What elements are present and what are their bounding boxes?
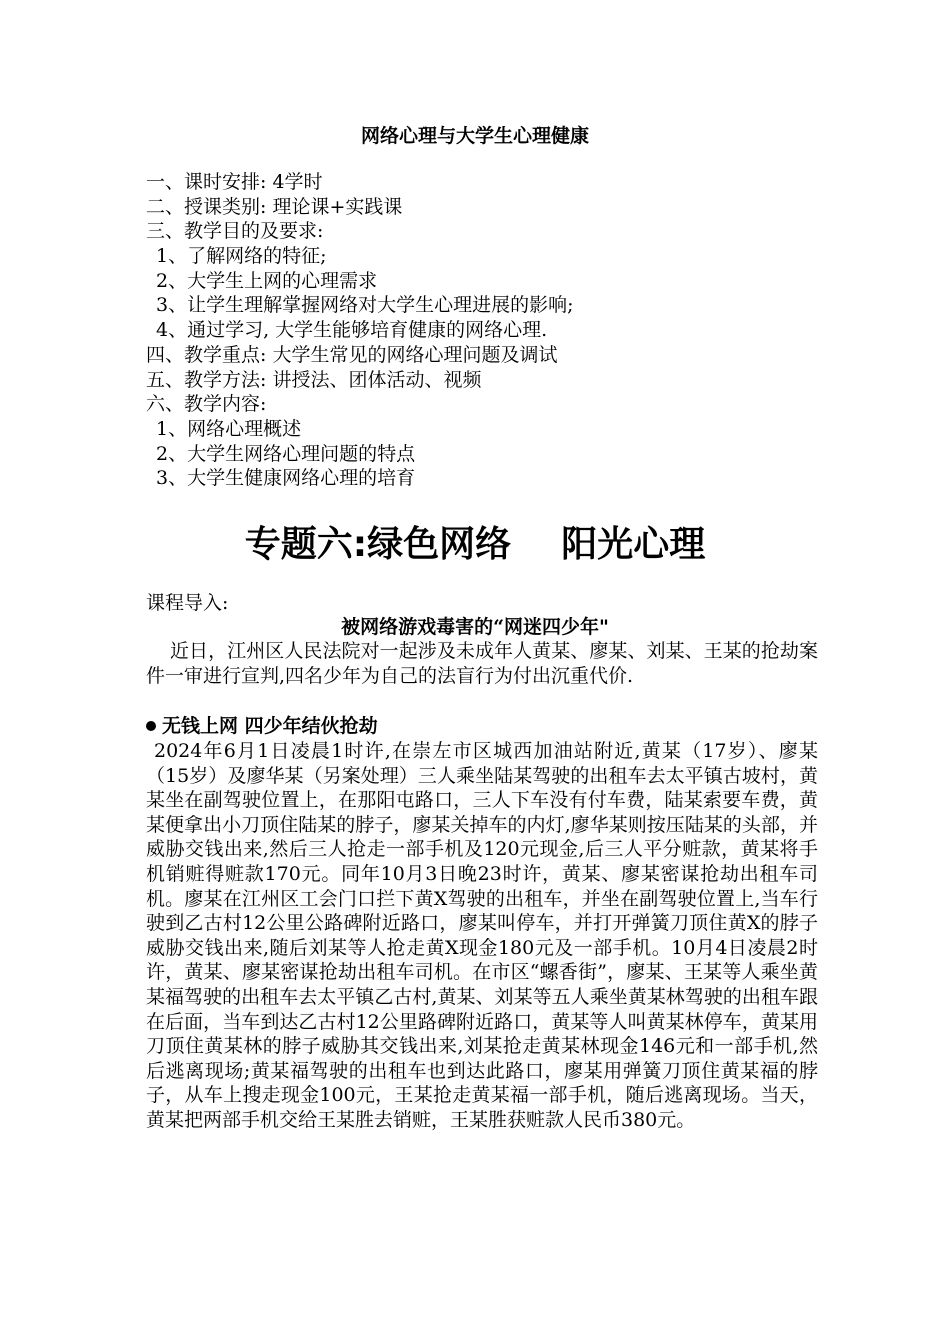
intro-label: 课程导入: <box>146 592 229 614</box>
outline-line-content-1: 1、网络心理概述 <box>156 417 302 440</box>
course-outline <box>146 170 826 491</box>
outline-line-objective-1: 1、了解网络的特征; <box>156 245 327 268</box>
outline-line-objective-2: 2、大学生上网的心理需求 <box>156 269 378 292</box>
outline-line-content-2: 2、大学生网络心理问题的特点 <box>156 442 416 465</box>
outline-line-schedule: 一、课时安排: 4学时 <box>146 171 323 193</box>
outline-line-objectives: 三、教学目的及要求: <box>146 220 324 243</box>
section-heading <box>146 713 378 739</box>
case-paragraph: 2024年6月1日凌晨1时许,在崇左市区城西加油站附近,黄某（17岁）、廖某（15岁）及廖华某（另案处理）三人乘坐陆某驾驶的出租车去太平镇古坡村，黄某坐在副驾驶位置上，在那阳屯路口，三人下车没有付车费，陆某索要车费，黄某便拿出小刀顶住陆某的脖子，廖某关掉车的内灯,廖华某则按压陆某的头部，并威胁交钱出来,然后三人抢走一部手机及120元现金,后三人平分赃款，黄某将手机销赃得赃款170元。同年10月3日晚23时许，黄某、廖某密谋抢劫出租车司机。廖某在江州区工会门口拦下黄X驾驶的出租车，并坐在副驾驶位置上,当车行驶到乙古村12公里公路碑附近路口，廖某叫停车，并打开弹簧刀顶住黄X的脖子威胁交钱出来,随后刘某等人抢走黄X现金180元及一部手机。10月4日凌晨2时许，黄某、廖某密谋抢劫出租车司机。在市区“螺香街”，廖某、王某等人乘坐黄某福驾驶的出租车去太平镇乙古村,黄某、刘某等五人乘坐黄某林驾驶的出租车跟在后面，当车到达乙古村12公里路碑附近路口，黄某等人叫黄某林停车，黄某用刀顶住黄某林的脖子威胁其交钱出来,刘某抢走黄某林现金146元和一部手机,然后逃离现场;黄某福驾驶的出租车也到达此路口，廖某用弹簧刀顶住黄某福的脖子，从车上搜走现金100元，王某抢走黄某福一部手机，随后逃离现场。当天，黄某把两部手机交给王某胜去销赃，王某胜获赃款人民币380元。 <box>146 740 818 1131</box>
document-title: 网络心理与大学生心理健康 <box>360 125 589 147</box>
intro-paragraph: 近日，江州区人民法院对一起涉及未成年人黄某、廖某、刘某、王某的抢劫案件一审进行宣判,四名少年为自己的法盲行为付出沉重代价. <box>146 640 818 687</box>
outline-line-content: 六、教学内容: <box>146 393 267 416</box>
bullet-icon <box>146 721 156 731</box>
outline-line-course-type: 二、授课类别: 理论课+实践课 <box>146 195 403 218</box>
topic-title: 专题六:绿色网络 阳光心理 <box>244 524 706 565</box>
outline-line-key-points: 四、教学重点: 大学生常见的网络心理问题及调试 <box>146 343 558 366</box>
section-heading-text: 无钱上网 四少年结伙抢劫 <box>162 715 378 737</box>
outline-line-content-3: 3、大学生健康网络心理的培育 <box>156 467 416 490</box>
case-title: 被网络游戏毒害的“网迷四少年" <box>341 616 609 638</box>
outline-line-objective-4: 4、通过学习, 大学生能够培育健康的网络心理. <box>156 319 548 342</box>
outline-line-methods: 五、教学方法: 讲授法、团体活动、视频 <box>146 368 482 391</box>
outline-line-objective-3: 3、让学生理解掌握网络对大学生心理进展的影响; <box>156 294 574 317</box>
